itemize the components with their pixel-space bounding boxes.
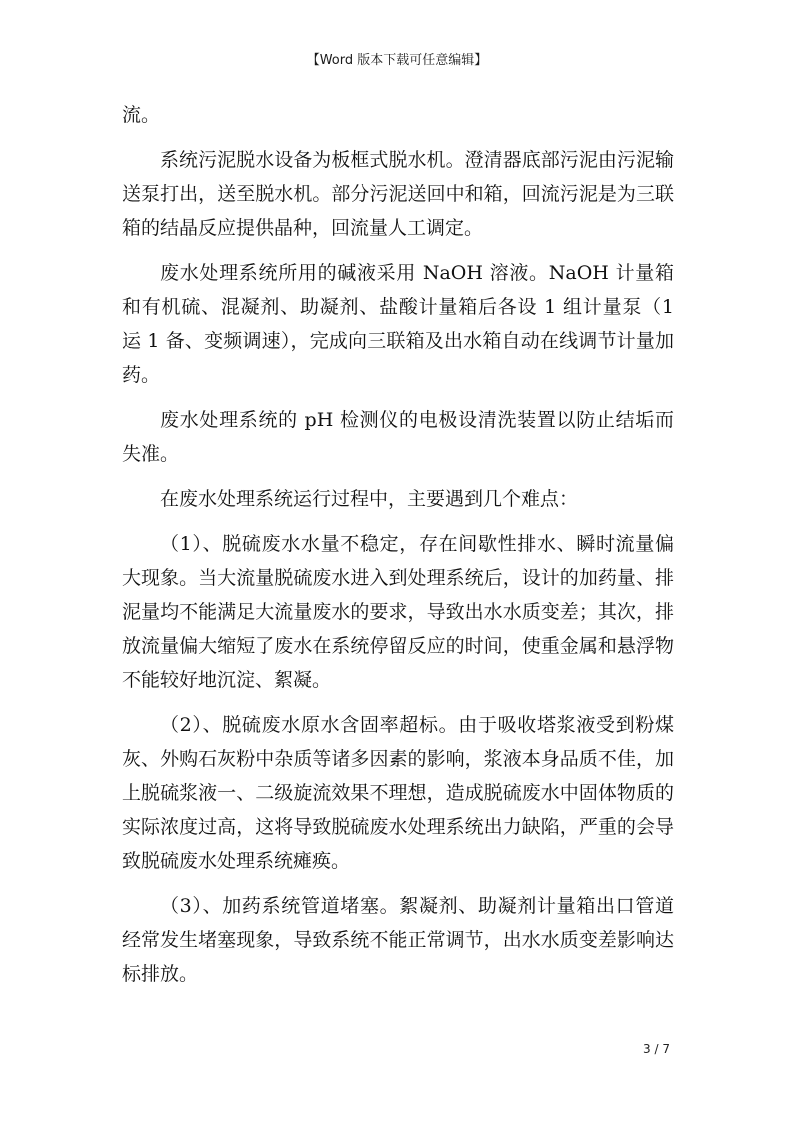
page-number: 3 / 7 [643, 1042, 670, 1056]
page-header: 【Word 版本下载可任意编辑】 [306, 53, 488, 68]
paragraph: 废水处理系统所用的碱液采用 NaOH 溶液。NaOH 计量箱和有机硫、混凝剂、助凝剂、盐酸计量箱后各设 1 组计量泵（1 运 1 备、变频调速），完成向三联箱及出水箱自动在线调节计量加药。 [122, 262, 674, 386]
list-item: （3）、加药系统管道堵塞。絮凝剂、助凝剂计量箱出口管道经常发生堵塞现象，导致系统不能正常调节，出水水质变差影响达标排放。 [122, 895, 674, 985]
paragraph: 在废水处理系统运行过程中，主要遇到几个难点： [160, 488, 579, 510]
paragraph-continuation: 流。 [122, 104, 161, 126]
document-body [122, 98, 674, 1002]
paragraph: 废水处理系统的 pH 检测仪的电极设清洗装置以防止结垢而失准。 [122, 409, 674, 465]
list-item: （2）、脱硫废水原水含固率超标。由于吸收塔浆液受到粉煤灰、外购石灰粉中杂质等诸多因素的影响，浆液本身品质不佳，加上脱硫浆液一、二级旋流效果不理想，造成脱硫废水中固体物质的实际浓度过高，这将导致脱硫废水处理系统出力缺陷，严重的会导致脱硫废水处理系统瘫痪。 [122, 714, 674, 872]
paragraph: 系统污泥脱水设备为板框式脱水机。澄清器底部污泥由污泥输送泵打出，送至脱水机。部分污泥送回中和箱，回流污泥是为三联箱的结晶反应提供晶种，回流量人工调定。 [122, 149, 674, 239]
list-item: （1）、脱硫废水水量不稳定，存在间歇性排水、瞬时流量偏大现象。当大流量脱硫废水进入到处理系统后，设计的加药量、排泥量均不能满足大流量废水的要求，导致出水水质变差；其次，排放流量偏大缩短了废水在系统停留反应的时间，使重金属和悬浮物不能较好地沉淀、絮凝。 [122, 533, 674, 691]
